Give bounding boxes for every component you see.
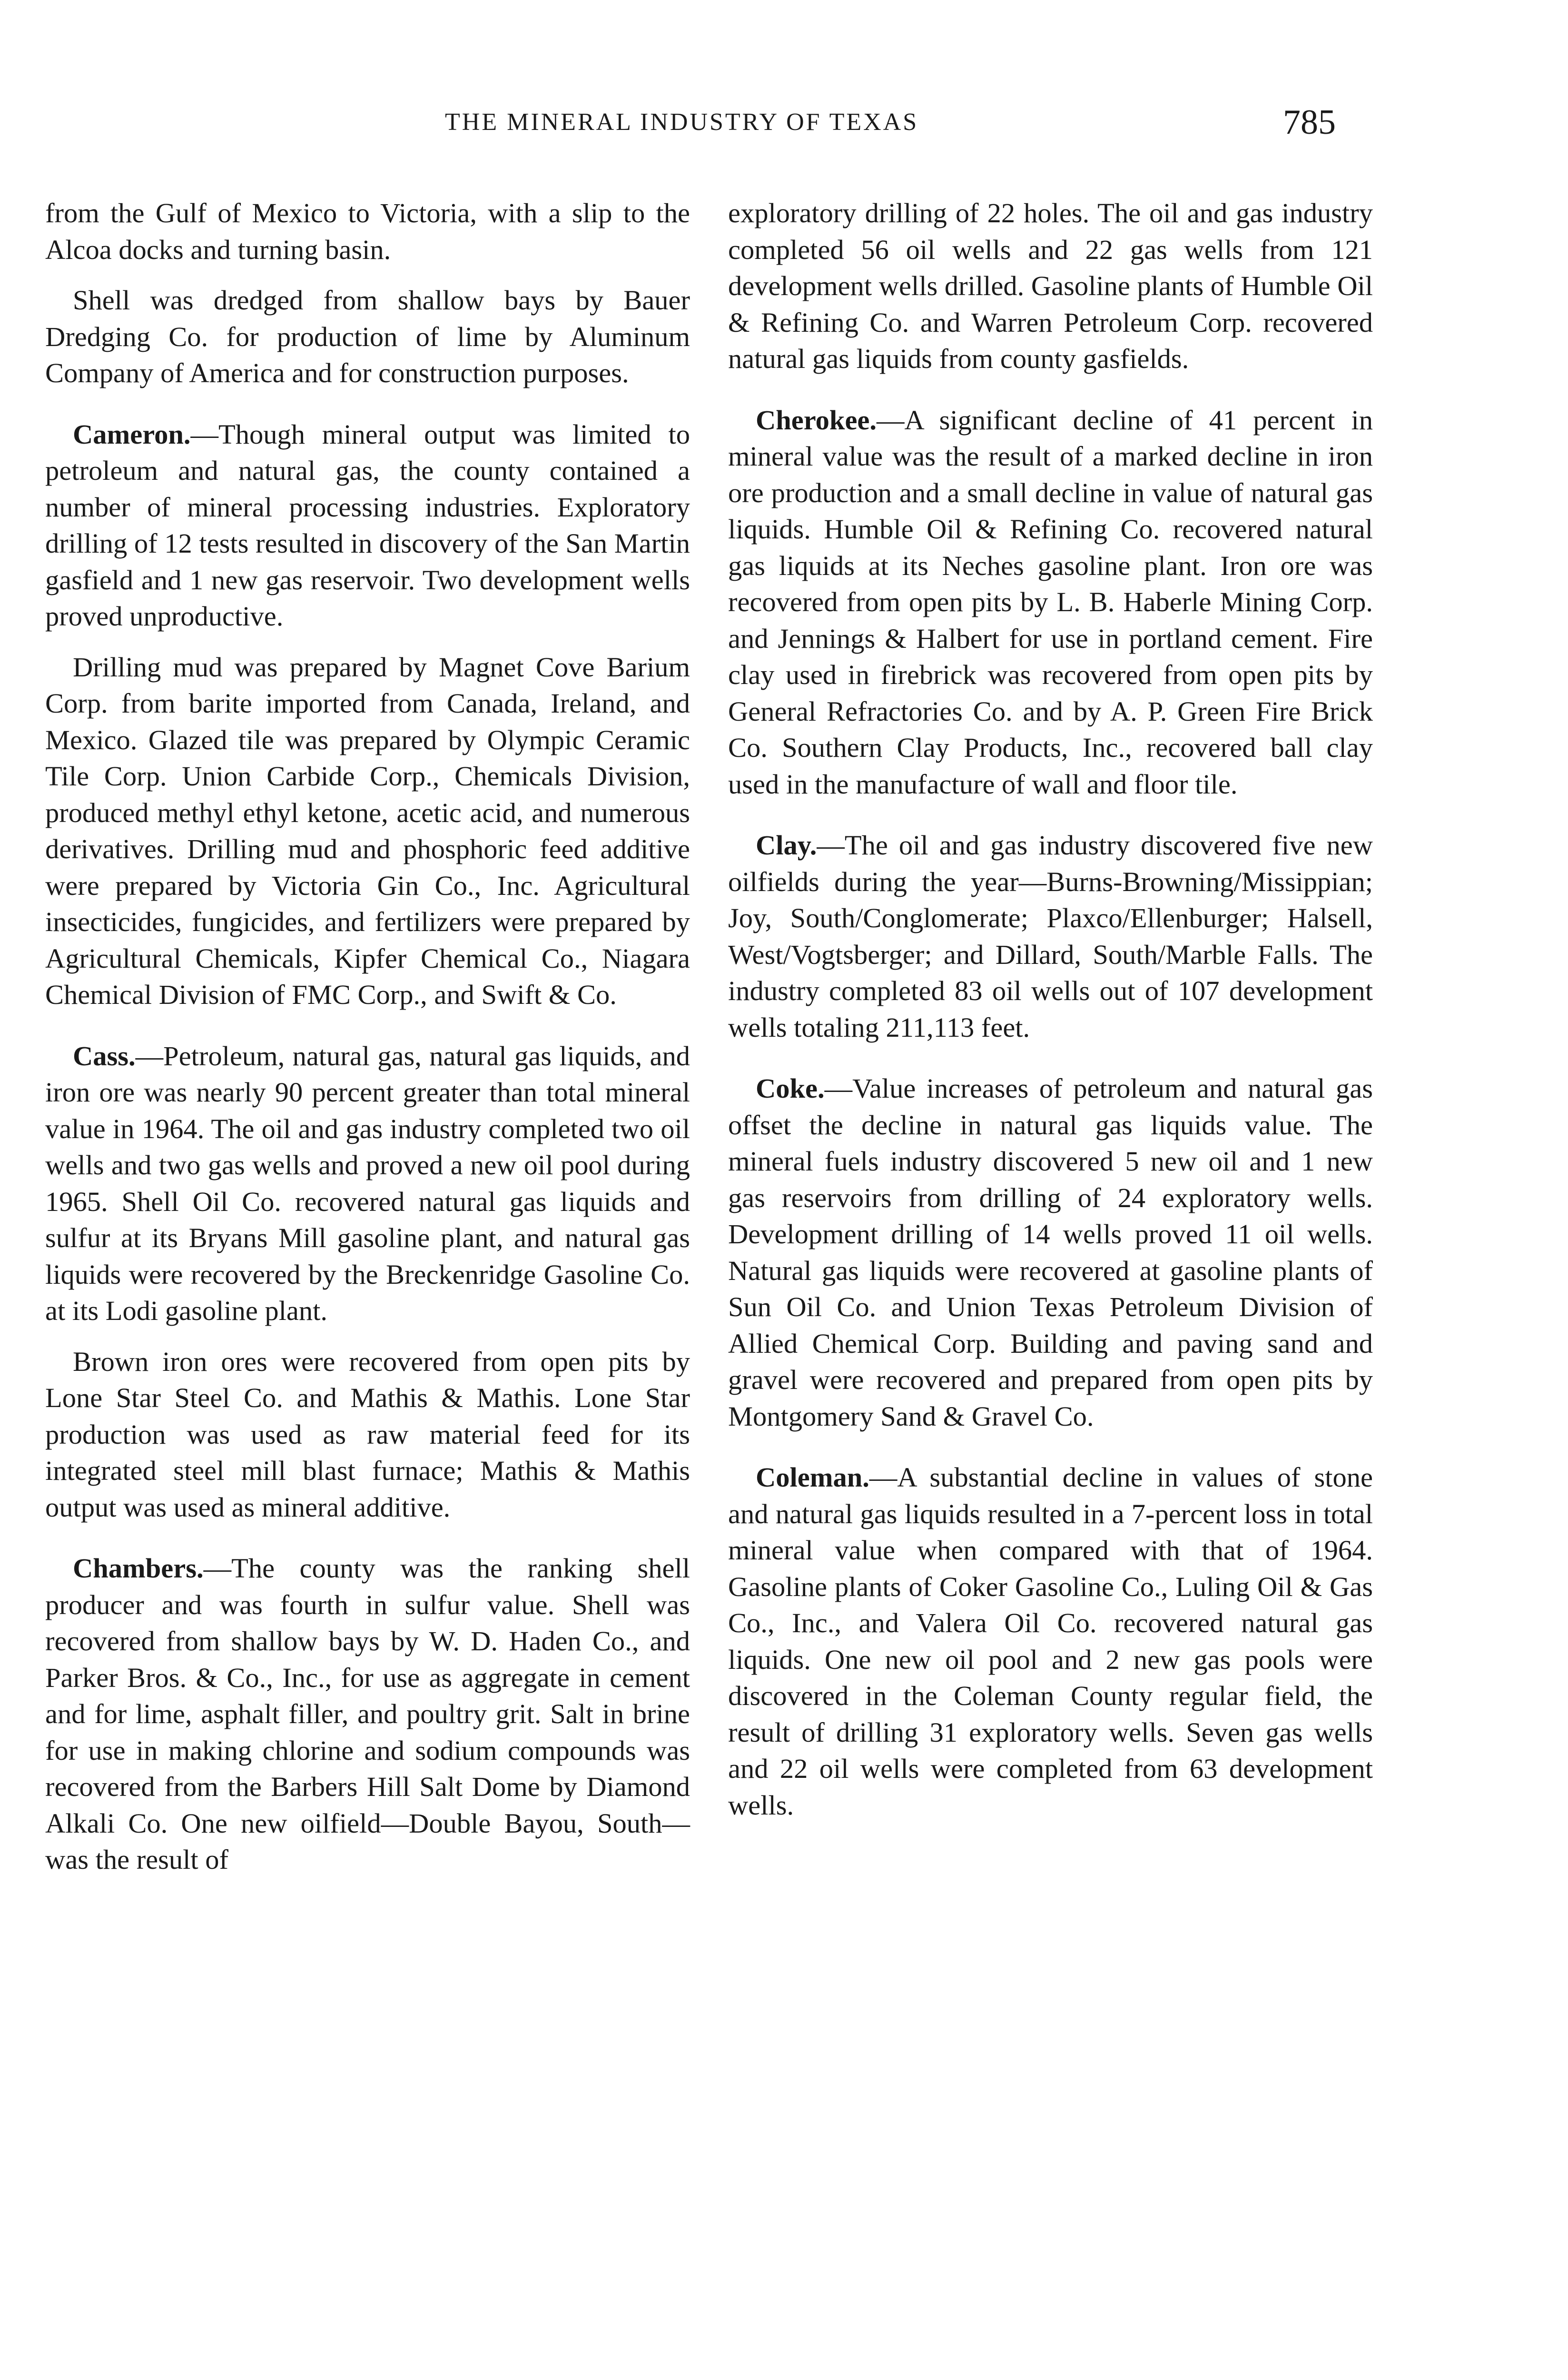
heading-clay: Clay. — [756, 830, 817, 861]
text-cherokee: —A significant decline of 41 percent in mineral value was the result of a marked decline in iron ore production and a small decline in value of natural gas liquids. Humble Oil & Refining Co. recovered natural gas liquids at its Neches gasoline plant. Iron ore was recovered from open pits by L. B. Haberle Mining Corp. and Jennings & Halbert for use in portland cement. Fire clay used in firebrick was recovered from open pits by General Refractories Co. and by A. P. Green Fire Brick Co. Southern Clay Products, Inc., recovered ball clay used in the manufacture of wall and floor tile. — [728, 404, 1373, 800]
text-clay: —The oil and gas industry discovered five new oilfields during the year—Burns-Browning/Missippian; Joy, South/Conglomerate; Plaxco/Ellenburger; Halsell, West/Vogtsberger; and Dillard, South/Marble Falls. The industry completed 83 oil wells out of 107 development wells totaling 211,113 feet. — [728, 830, 1373, 1043]
heading-chambers: Chambers. — [73, 1553, 204, 1584]
heading-cass: Cass. — [73, 1040, 136, 1071]
text-coke: —Value increases of petroleum and natural gas offset the decline in natural gas liquids value. The mineral fuels industry discovered 5 new oil and 1 new gas reservoirs from drilling of 24 exploratory wells. Development drilling of 14 wells proved 11 oil wells. Natural gas liquids were recovered at gasoline plants of Sun Oil Co. and Union Texas Petroleum Division of Allied Chemical Corp. Building and paving sand and gravel were recovered and prepared from open pits by Montgomery Sand & Gravel Co. — [728, 1073, 1373, 1432]
paragraph-chambers-continuation: exploratory drilling of 22 holes. The oil and gas industry completed 56 oil wells and 22 gas wells from 121 development wells drilled. Gasoline plants of Humble Oil & Refining Co. and Warren Petroleum Corp. recovered natural gas liquids from county gasfields. — [728, 198, 1373, 374]
paragraph-shell-dredging: Shell was dredged from shallow bays by Bauer Dredging Co. for production of lime by Aluminum Company of America and for construction purposes. — [45, 285, 690, 388]
running-head — [0, 102, 1568, 145]
text-cass: —Petroleum, natural gas, natural gas liquids, and iron ore was nearly 90 percent greater than total mineral value in 1964. The oil and gas industry completed two oil wells and two gas wells and proved a new oil pool during 1965. Shell Oil Co. recovered natural gas liquids and sulfur at its Bryans Mill gasoline plant, and natural gas liquids were recovered by the Breckenridge Gasoline Co. at its Lodi gasoline plant. — [45, 1040, 690, 1326]
heading-cameron: Cameron. — [73, 418, 191, 450]
paragraph-gulf-continuation: from the Gulf of Mexico to Victoria, with a slip to the Alcoa docks and turning basin. — [45, 198, 690, 265]
running-title: THE MINERAL INDUSTRY OF TEXAS — [445, 109, 919, 136]
heading-coleman: Coleman. — [756, 1462, 869, 1493]
text-cameron: —Though mineral output was limited to petroleum and natural gas, the county contained a number of mineral processing industries. Exploratory drilling of 12 tests resulted in discovery of the San Martin gasfield and 1 new gas reservoir. Two development wells proved unproductive. — [45, 418, 690, 632]
text-chambers: —The county was the ranking shell producer and was fourth in sulfur value. Shell was recovered from shallow bays by W. D. Haden Co., and Parker Bros. & Co., Inc., for use as aggregate in cement and for lime, asphalt filler, and poultry grit. Salt in brine for use in making chlorine and sodium compounds was recovered from the Barbers Hill Salt Dome by Diamond Alkali Co. One new oilfield—Double Bayou, South—was the result of — [45, 1553, 690, 1875]
paragraph-cameron-drilling-mud: Drilling mud was prepared by Magnet Cove Barium Corp. from barite imported from Canada, Ireland, and Mexico. Glazed tile was prepared by Olympic Ceramic Tile Corp. Union Carbide Corp., Chemicals Division, produced methyl ethyl ketone, acetic acid, and numerous derivatives. Drilling mud and phosphoric feed additive were prepared by Victoria Gin Co., Inc. Agricultural insecticides, fungicides, and fertilizers were prepared by Agricultural Chemicals, Kipfer Chemical Co., Niagara Chemical Division of FMC Corp., and Swift & Co. — [45, 651, 690, 1010]
heading-cherokee: Cherokee. — [756, 404, 877, 436]
paragraph-coke — [728, 1071, 1373, 1435]
paragraph-coleman — [728, 1459, 1373, 1824]
paragraph-cass — [45, 1038, 690, 1329]
paragraph-cherokee — [728, 402, 1373, 803]
paragraph-cass-iron-ore: Brown iron ores were recovered from open pits by Lone Star Steel Co. and Mathis & Mathis. Lone Star production was used as raw material feed for its integrated steel mill blast furnace; Mathis & Mathis output was used as mineral additive. — [45, 1346, 690, 1523]
page-number: 785 — [1283, 103, 1336, 142]
text-coleman: —A substantial decline in values of stone and natural gas liquids resulted in a 7-percent loss in total mineral value when compared with that of 1964. Gasoline plants of Coker Gasoline Co., Luling Oil & Gas Co., Inc., and Valera Oil Co. recovered natural gas liquids. One new oil pool and 2 new gas pools were discovered in the Coleman County regular field, the result of drilling 31 exploratory wells. Seven gas wells and 22 oil wells were completed from 63 development wells. — [728, 1462, 1373, 1821]
heading-coke: Coke. — [756, 1073, 825, 1104]
left-column — [45, 195, 690, 1893]
paragraph-chambers — [45, 1550, 690, 1878]
paragraph-cameron — [45, 416, 690, 635]
right-column — [728, 195, 1373, 1838]
paragraph-clay — [728, 827, 1373, 1046]
